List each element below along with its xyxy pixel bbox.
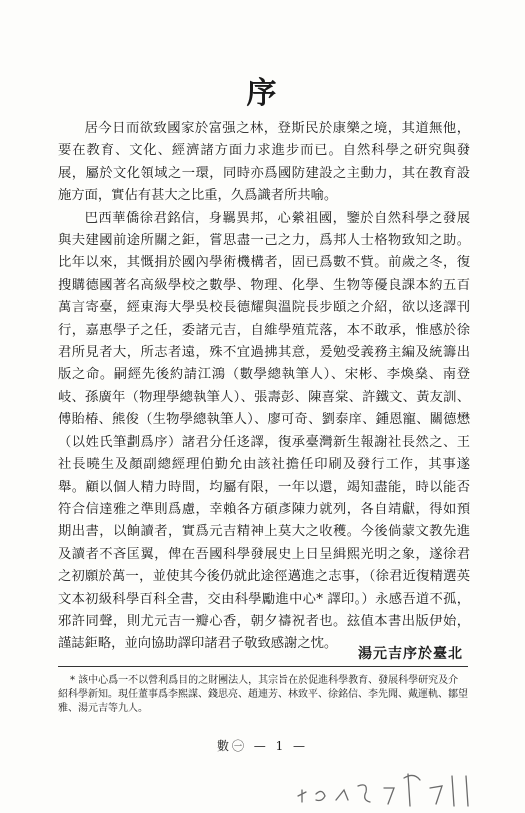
footnote-text: * 該中心爲一不以營利爲目的之財團法人，其宗旨在於促進科學教育、發展科學研究及介紹科學新知。現任董事爲李熙謀、錢思亮、趙連芳、林致平、徐銘信、李先聞、戴運軌、鄒望雅、湯元吉等九人。	[58, 675, 468, 714]
page-number: 數㊀ — 1 —	[216, 739, 309, 753]
handwritten-date-mark	[292, 766, 482, 812]
preface-paragraph-1: 居今日而欲致國家於富强之林，登斯民於康樂之境，其道無他，要在教育、文化、經濟諸方面力求進步而已。自然科學之研究與發展，屬於文化領域之一環，同時亦爲國防建設之主動力，其在教育設施方面，實佔有甚大之比重，久爲識者所共喻。	[58, 121, 470, 204]
preface-body	[58, 118, 470, 656]
author-signature: 湯元吉序於臺北	[358, 646, 463, 662]
preface-paragraph-2: 巴西華僑徐君銘信，身羈異邦，心縈祖國，鑒於自然科學之發展與夫建國前途所關之鉅，嘗思盡一己之力，爲邦人士格物致知之助。比年以來，其慨捐於國內學術機構者，固已爲數不貲。前歲之冬，復搜購德國著名高級學校之數學、物理、化學、生物等優良課本約五百萬言寄臺，經東海大學吳校長德耀與溫院長步頤之介紹，欲以迻譯刊行，嘉惠學子之任，委諸元吉，自維學殖荒落，本不敢承，惟感於徐君所見者大，所志者遠，殊不宜過拂其意，爰勉受義務主編及統籌出版之命。嗣經先後約請江鴻（數學總執筆人）、宋彬、李煥燊、南登岐、孫廣年（物理學總執筆人）、張壽彭、陳喜棠、許鐵文、黃友訓、傅貽椿、熊俊（生物學總執筆人）、廖可奇、劉泰庠、鍾恩寵、關德懋（以姓氏筆劃爲序）諸君分任迻譯，復承臺灣新生報謝社長然之、王社長曉生及顏副總經理伯勤允由該社擔任印刷及發行工作，其事遂舉。顧以個人精力時間，均屬有限，一年以還，竭知盡能，時以能否符合信達雅之準則爲慮，幸賴各方碩彥陳力就列，各自靖獻，得如預期出書，以餉讀者，實爲元吉精神上莫大之收穫。今後倘蒙文教先進及讀者不吝匡翼，俾在吾國科學發展史上日呈緝熙光明之象，遂徐君之初願於萬一，並使其今後仍就此途徑邁進之志事，（徐君近復精選英文本初級科學百科全書，交由科學勵進中心* 譯印。）永感吾道不孤，邪許同聲，則尤元吉一瓣心香，朝夕禱祝者也。玆值本書出版伊始，謹誌鉅略，並向協助譯印諸君子敬致感謝之忱。	[58, 210, 470, 652]
page-title: 序	[246, 76, 279, 111]
footnote-divider	[58, 666, 468, 667]
